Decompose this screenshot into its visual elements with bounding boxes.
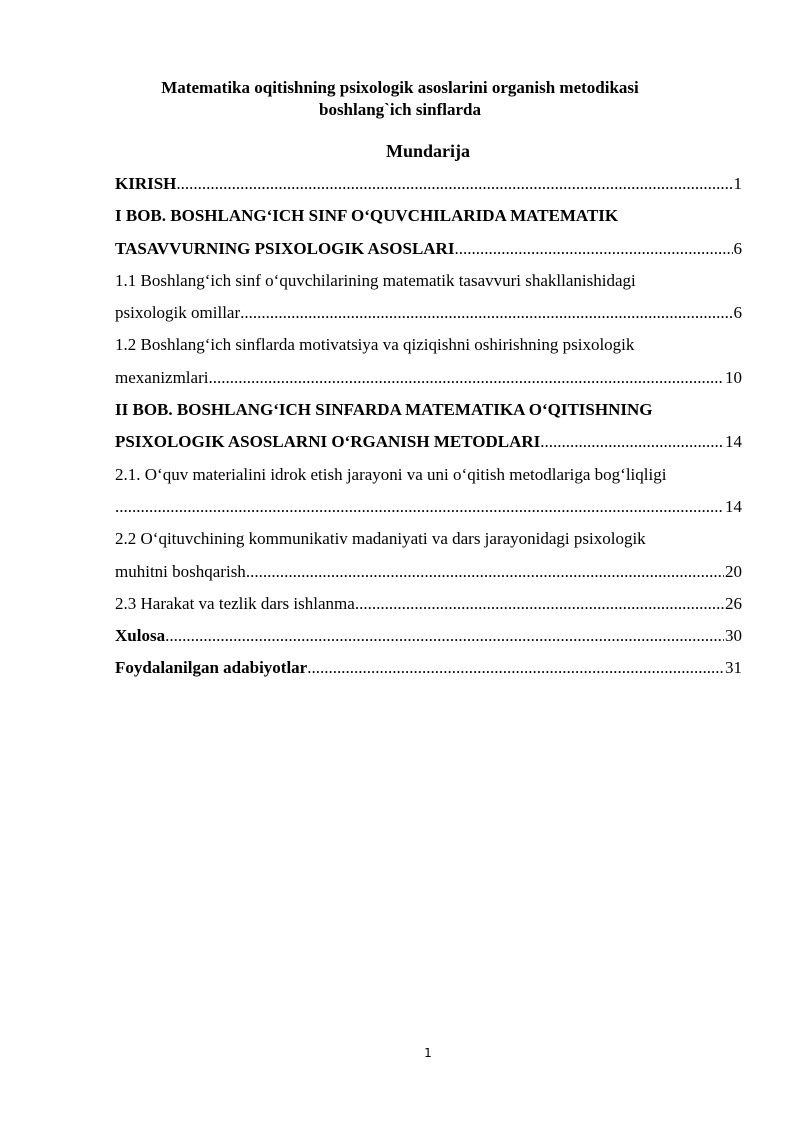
toc-entry-section-1-1[interactable] bbox=[115, 265, 742, 297]
document-title-line-2: boshlang`ich sinflarda bbox=[318, 100, 481, 119]
toc-entry-text: 2.3 Harakat va tezlik dars ishlanma bbox=[115, 593, 355, 613]
toc-leader-dots bbox=[115, 491, 724, 523]
toc-page-number: 14 bbox=[725, 432, 742, 452]
toc-entry-text: 1.1 Boshlang‘ich sinf o‘quvchilarining matematik tasavvuri shakllanishidagi bbox=[115, 270, 636, 290]
toc-entry-section-1-1-cont[interactable] bbox=[115, 297, 742, 329]
toc-leader-dots bbox=[307, 652, 724, 684]
toc-leader-dots bbox=[454, 233, 732, 265]
toc-page-number: 26 bbox=[725, 593, 742, 613]
toc-entry-chapter-2-cont[interactable] bbox=[115, 426, 742, 458]
toc-entry-section-2-1[interactable] bbox=[115, 459, 742, 491]
toc-entry-text: 2.1. O‘quv materialini idrok etish jarayoni va uni o‘qitish metodlariga bog‘liqligi bbox=[115, 464, 667, 484]
document-title bbox=[100, 77, 700, 121]
toc-leader-dots bbox=[540, 426, 724, 458]
toc-entry-section-1-2-cont[interactable] bbox=[115, 362, 742, 394]
toc-entry-section-2-3[interactable] bbox=[115, 588, 742, 620]
toc-entry-xulosa[interactable] bbox=[115, 620, 742, 652]
toc-leader-dots bbox=[208, 362, 724, 394]
toc-entry-chapter-2[interactable] bbox=[115, 394, 742, 426]
toc-page-number: 14 bbox=[725, 496, 742, 516]
toc-entry-text: KIRISH bbox=[115, 174, 177, 193]
toc-entry-text: mexanizmlari bbox=[115, 367, 209, 387]
toc-entry-text: psixologik omillar bbox=[115, 303, 241, 323]
toc-page-number: 6 bbox=[733, 238, 742, 258]
toc-page-number: 20 bbox=[725, 561, 742, 581]
toc-entry-text: Xulosa bbox=[115, 626, 166, 646]
toc-entry-text: II BOB. BOSHLANG‘ICH SINFARDA MATEMATIKA O‘QITISHNING bbox=[115, 400, 653, 420]
toc-entry-section-1-2[interactable] bbox=[115, 329, 742, 361]
toc-leader-dots bbox=[355, 588, 724, 620]
toc-leader-dots bbox=[165, 620, 724, 652]
toc-entry-text: 1.2 Boshlang‘ich sinflarda motivatsiya va qiziqishni oshirishning psixologik bbox=[115, 335, 635, 355]
toc-entry-text: TASAVVURNING PSIXOLOGIK ASOSLARI bbox=[115, 238, 455, 258]
table-of-contents bbox=[115, 168, 742, 685]
toc-leader-dots bbox=[176, 168, 732, 200]
toc-entry-text: Foydalanilgan adabiyotlar bbox=[115, 658, 308, 678]
toc-page-number: 6 bbox=[733, 303, 742, 323]
toc-entry-text: I BOB. BOSHLANG‘ICH SINF O‘QUVCHILARIDA MATEMATIK bbox=[115, 206, 619, 226]
toc-page-number: 1 bbox=[733, 174, 742, 193]
toc-entry-section-2-2[interactable] bbox=[115, 523, 742, 555]
toc-page-number: 10 bbox=[725, 367, 742, 387]
toc-entry-text: muhitni boshqarish bbox=[115, 561, 246, 581]
toc-entry-section-2-1-cont[interactable] bbox=[115, 491, 742, 523]
toc-entry-adabiyotlar[interactable] bbox=[115, 652, 742, 684]
toc-entry-chapter-1[interactable] bbox=[115, 200, 742, 232]
document-title-line-1: Matematika oqitishning psixologik asoslarini organish metodikasi bbox=[161, 78, 639, 97]
toc-heading: Mundarija bbox=[385, 141, 470, 161]
toc-entry-chapter-1-cont[interactable] bbox=[115, 233, 742, 265]
toc-page-number: 30 bbox=[725, 626, 742, 646]
toc-leader-dots bbox=[246, 556, 724, 588]
toc-entry-text: PSIXOLOGIK ASOSLARNI O‘RGANISH METODLARI bbox=[115, 432, 541, 452]
toc-page-number: 31 bbox=[725, 658, 742, 678]
toc-leader-dots bbox=[240, 297, 732, 329]
page-number: 1 bbox=[424, 1046, 432, 1060]
toc-entry-section-2-2-cont[interactable] bbox=[115, 556, 742, 588]
toc-entry-text: 2.2 O‘qituvchining kommunikativ madaniyati va dars jarayonidagi psixologik bbox=[115, 529, 646, 549]
toc-entry-kirish[interactable] bbox=[115, 168, 742, 200]
